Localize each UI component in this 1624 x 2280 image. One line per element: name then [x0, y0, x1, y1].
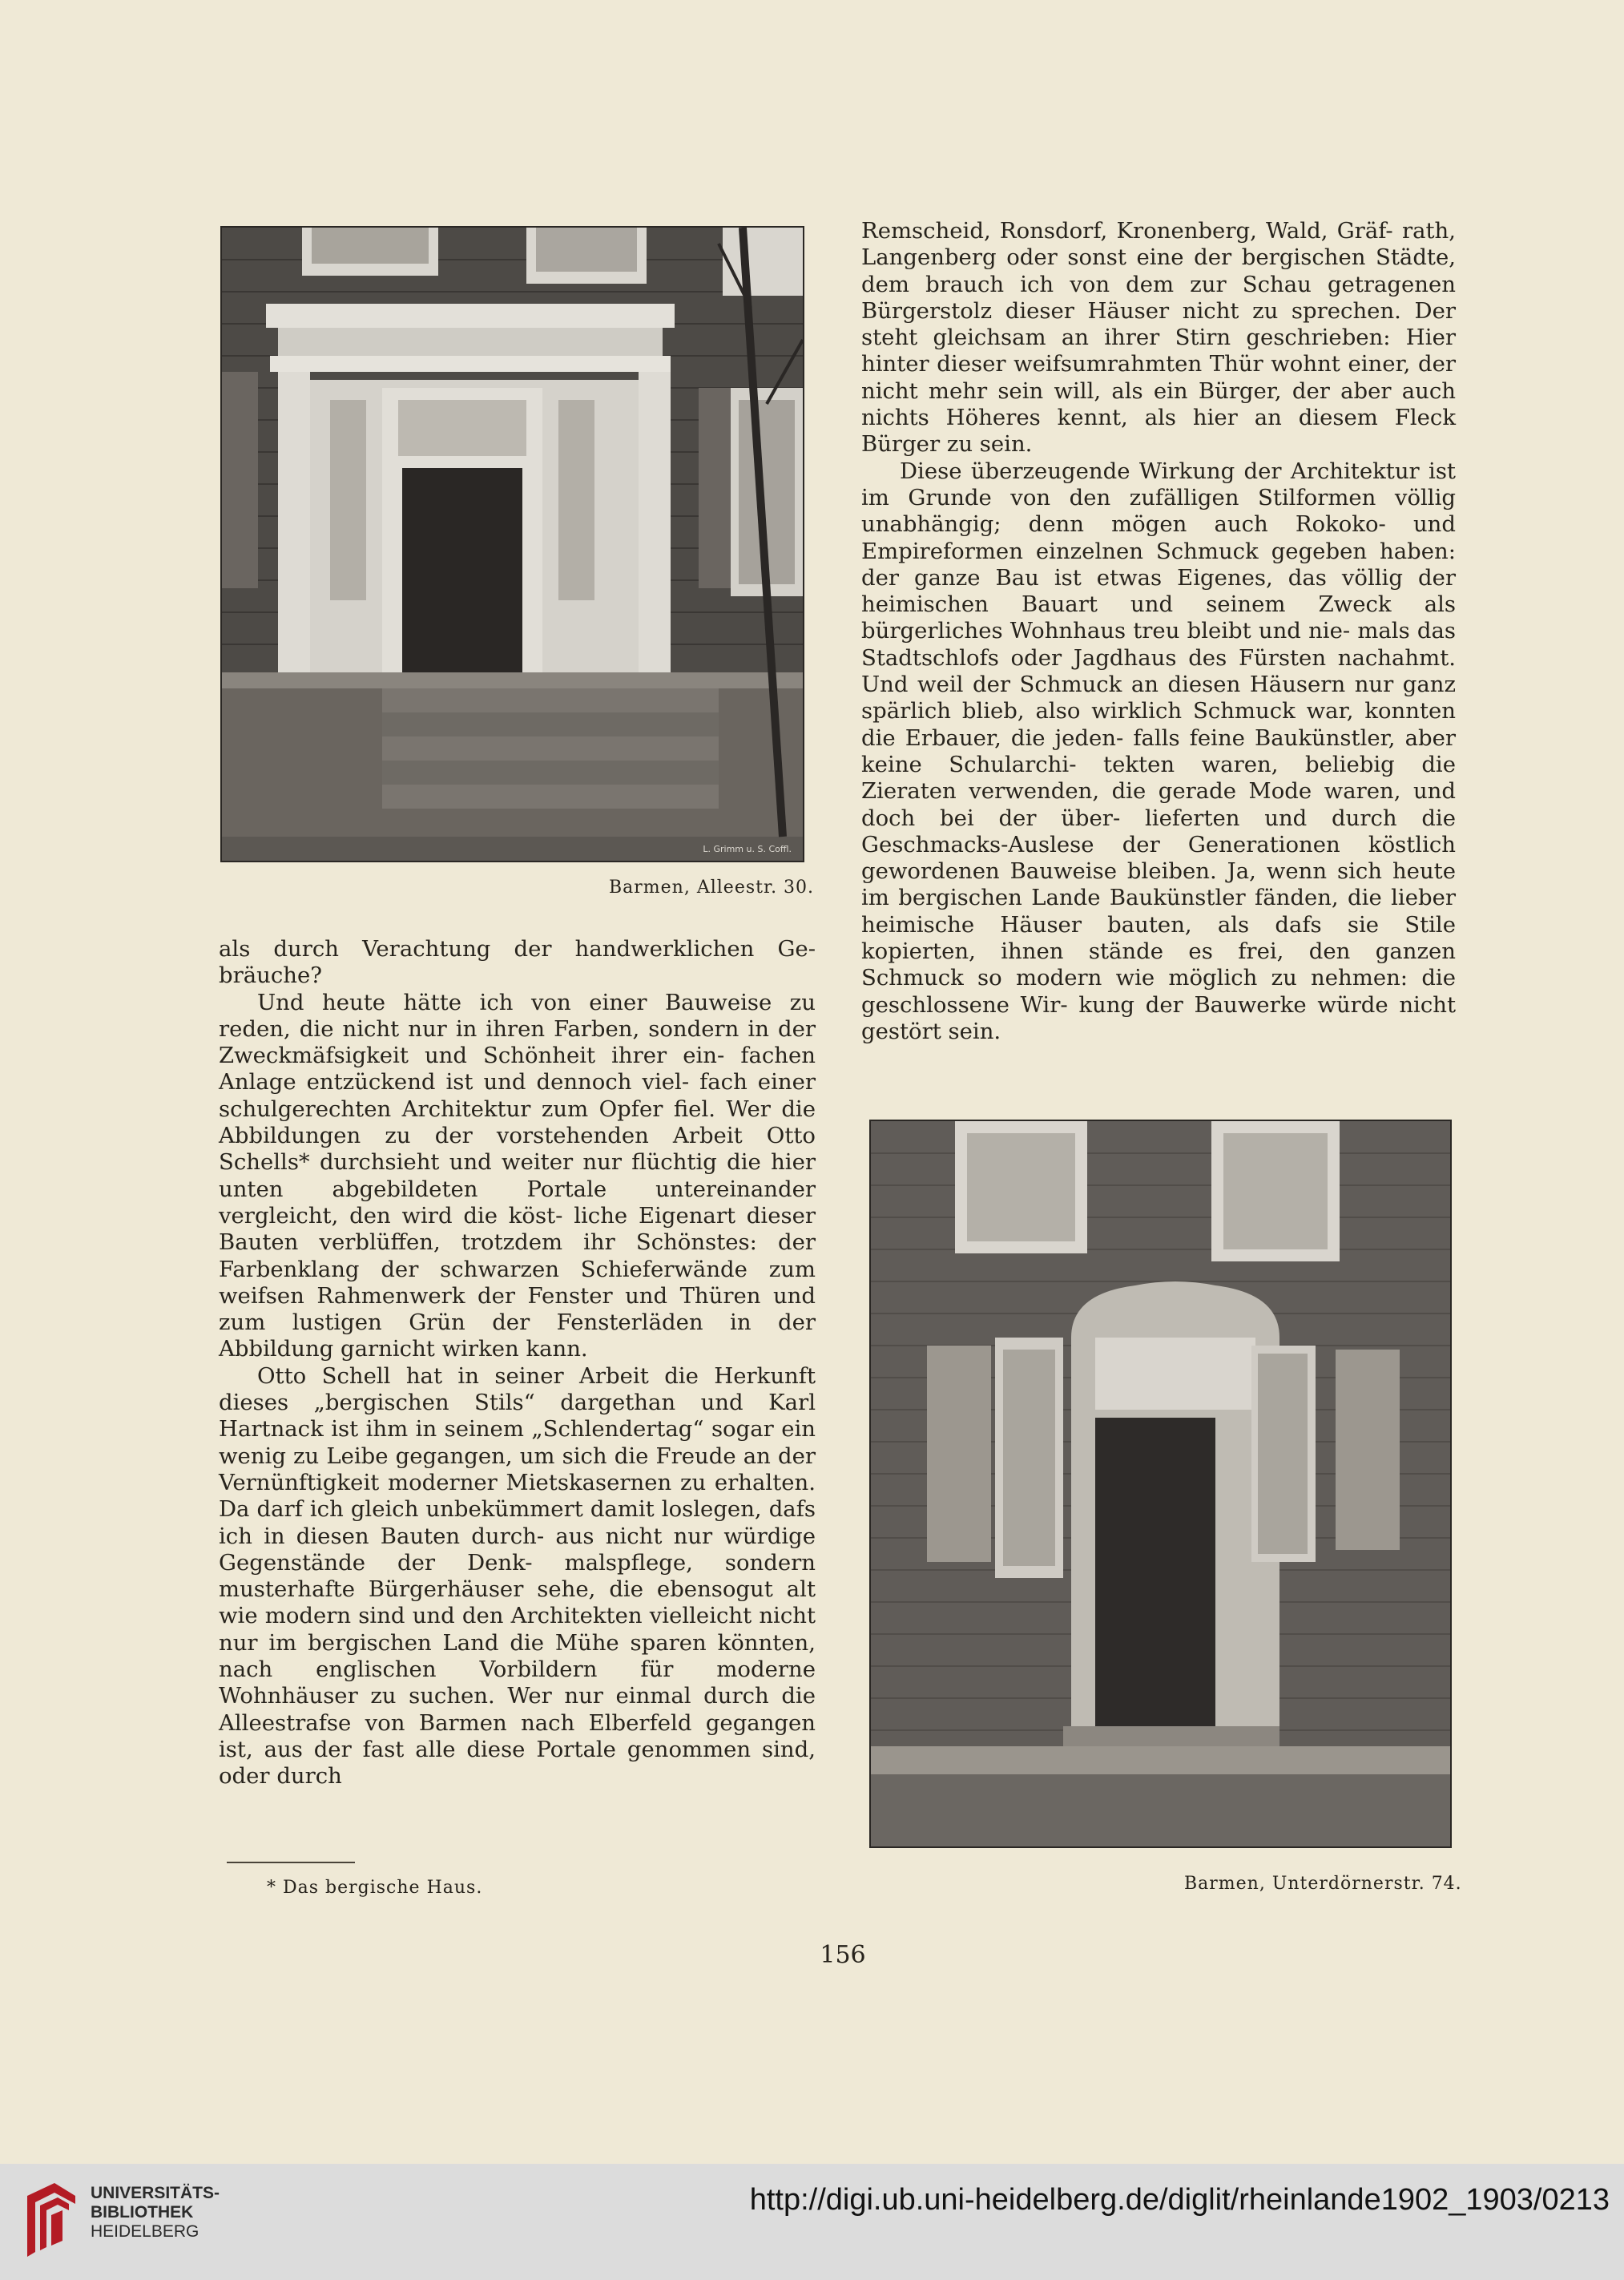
caption-bottom-photo: Barmen, Unterdörnerstr. 74. [1184, 1874, 1462, 1894]
permalink-url[interactable]: http://digi.ub.uni-heidelberg.de/diglit/rheinlande1902_1903/0213 [749, 2183, 1610, 2217]
footnote: * Das bergische Haus. [267, 1878, 483, 1898]
photo-doorway-unterdoernerstr [869, 1120, 1452, 1848]
portico-illustration [222, 228, 803, 861]
left-paragraph: Und heute hätte ich von einer Bauweise zu reden, die nicht nur in ihren Farben, sondern in der Zweckmäfsigkeit und Schönheit ihrer ein- fachen Anlage entzückend ist und dennoch viel- fach einer schulgerechten Architektur zum Opfer fiel. Wer die Abbildungen zu der vorstehenden Arbeit Otto Schells* durchsieht und weiter nur flüchtig die hier unten abgebildeten Portale untereinander vergleicht, den wird die köst- liche Eigenart dieser Bauten verblüffen, trotzdem ihr Schönstes: der Farbenklang der schwarzen Schieferwände zum weifsen Rahmenwerk der Fenster und Thüren und zum lustigen Grün der Fensterläden in der Abbildung garnicht wirken kann. [219, 989, 816, 1362]
left-paragraph: Otto Schell hat in seiner Arbeit die Herkunft dieses „bergischen Stils“ dargethan und Karl Hartnack ist ihm in seinem „Schlendertag“ sogar ein wenig zu Leibe gegangen, um sich die Freude an der Vernünftigkeit moderner Mietskasernen zu erhalten. Da darf ich gleich unbekümmert damit loslegen, dafs ich in diesen Bauten durch- aus nicht nur würdige Gegenstände der Denk- malspflege, sondern musterhafte Bürgerhäuser sehe, die ebensogut alt wie modern sind und den Architekten vielleicht nicht nur im bergischen Land die Mühe sparen könnten, nach englischen Vorbildern für moderne Wohnhäuser zu suchen. Wer nur einmal durch die Alleestrafse von Barmen nach Elberfeld gegangen ist, aus der fast alle diese Portale genommen sind, oder durch [219, 1362, 816, 1790]
footnote-divider [227, 1862, 355, 1863]
photo-portico-alleestr [220, 226, 804, 862]
left-paragraph: als durch Verachtung der handwerklichen Ge- bräuche? [219, 936, 816, 989]
page-number: 156 [820, 1941, 866, 1969]
right-text-column [861, 218, 1456, 1045]
library-footer-band [0, 2164, 1624, 2280]
left-text-column [219, 936, 816, 1790]
right-paragraph: Diese überzeugende Wirkung der Architektur ist im Grunde von den zufälligen Stilformen völlig unabhängig; denn mögen auch Rokoko- und Empireformen einzelnen Schmuck gegeben haben: der ganze Bau ist etwas Eigenes, das völlig der heimischen Bauart und seinem Zweck als bürgerliches Wohnhaus treu bleibt und nie- mals das Stadtschlofs oder Jagdhaus des Fürsten nachahmt. Und weil der Schmuck an diesen Häusern nur ganz spärlich blieb, also wirklich Schmuck war, konnten die Erbauer, die jeden- falls feine Baukünstler, aber keine Schularchi- tekten waren, beliebig die Zieraten verwenden, die gerade Mode waren, und doch bei der über- lieferten und durch die Geschmacks-Auslese der Generationen köstlich gewordenen Bauweise bleiben. Ja, wenn sich heute im bergischen Lande Baukünstler fänden, die lieber heimische Häuser bauten, als dafs sie Stile kopierten, ihnen stände es frei, den ganzen Schmuck so modern wie möglich zu nehmen: die geschlossene Wir- kung der Bauwerke würde nicht gestört sein. [861, 458, 1456, 1044]
library-logo-text: UNIVERSITÄTS- BIBLIOTHEK HEIDELBERG [91, 2184, 220, 2241]
photographer-mark: L. Grimm u. S. Coffl. [703, 844, 792, 854]
doorway-illustration [871, 1121, 1450, 1846]
right-paragraph: Remscheid, Ronsdorf, Kronenberg, Wald, Gräf- rath, Langenberg oder sonst eine der bergischen Städte, dem brauch ich von dem zur Schau getragenen Bürgerstolz dieser Häuser nicht zu sprechen. Der steht gleichsam an ihrer Stirn geschrieben: Hier hinter dieser weifsumrahmten Thür wohnt einer, der nicht mehr sein will, als ein Bürger, der aber auch nichts Höheres kennt, als hier an diesem Fleck Bürger zu sein. [861, 218, 1456, 458]
library-logo-icon[interactable] [22, 2178, 80, 2265]
caption-top-photo: Barmen, Alleestr. 30. [609, 878, 815, 898]
